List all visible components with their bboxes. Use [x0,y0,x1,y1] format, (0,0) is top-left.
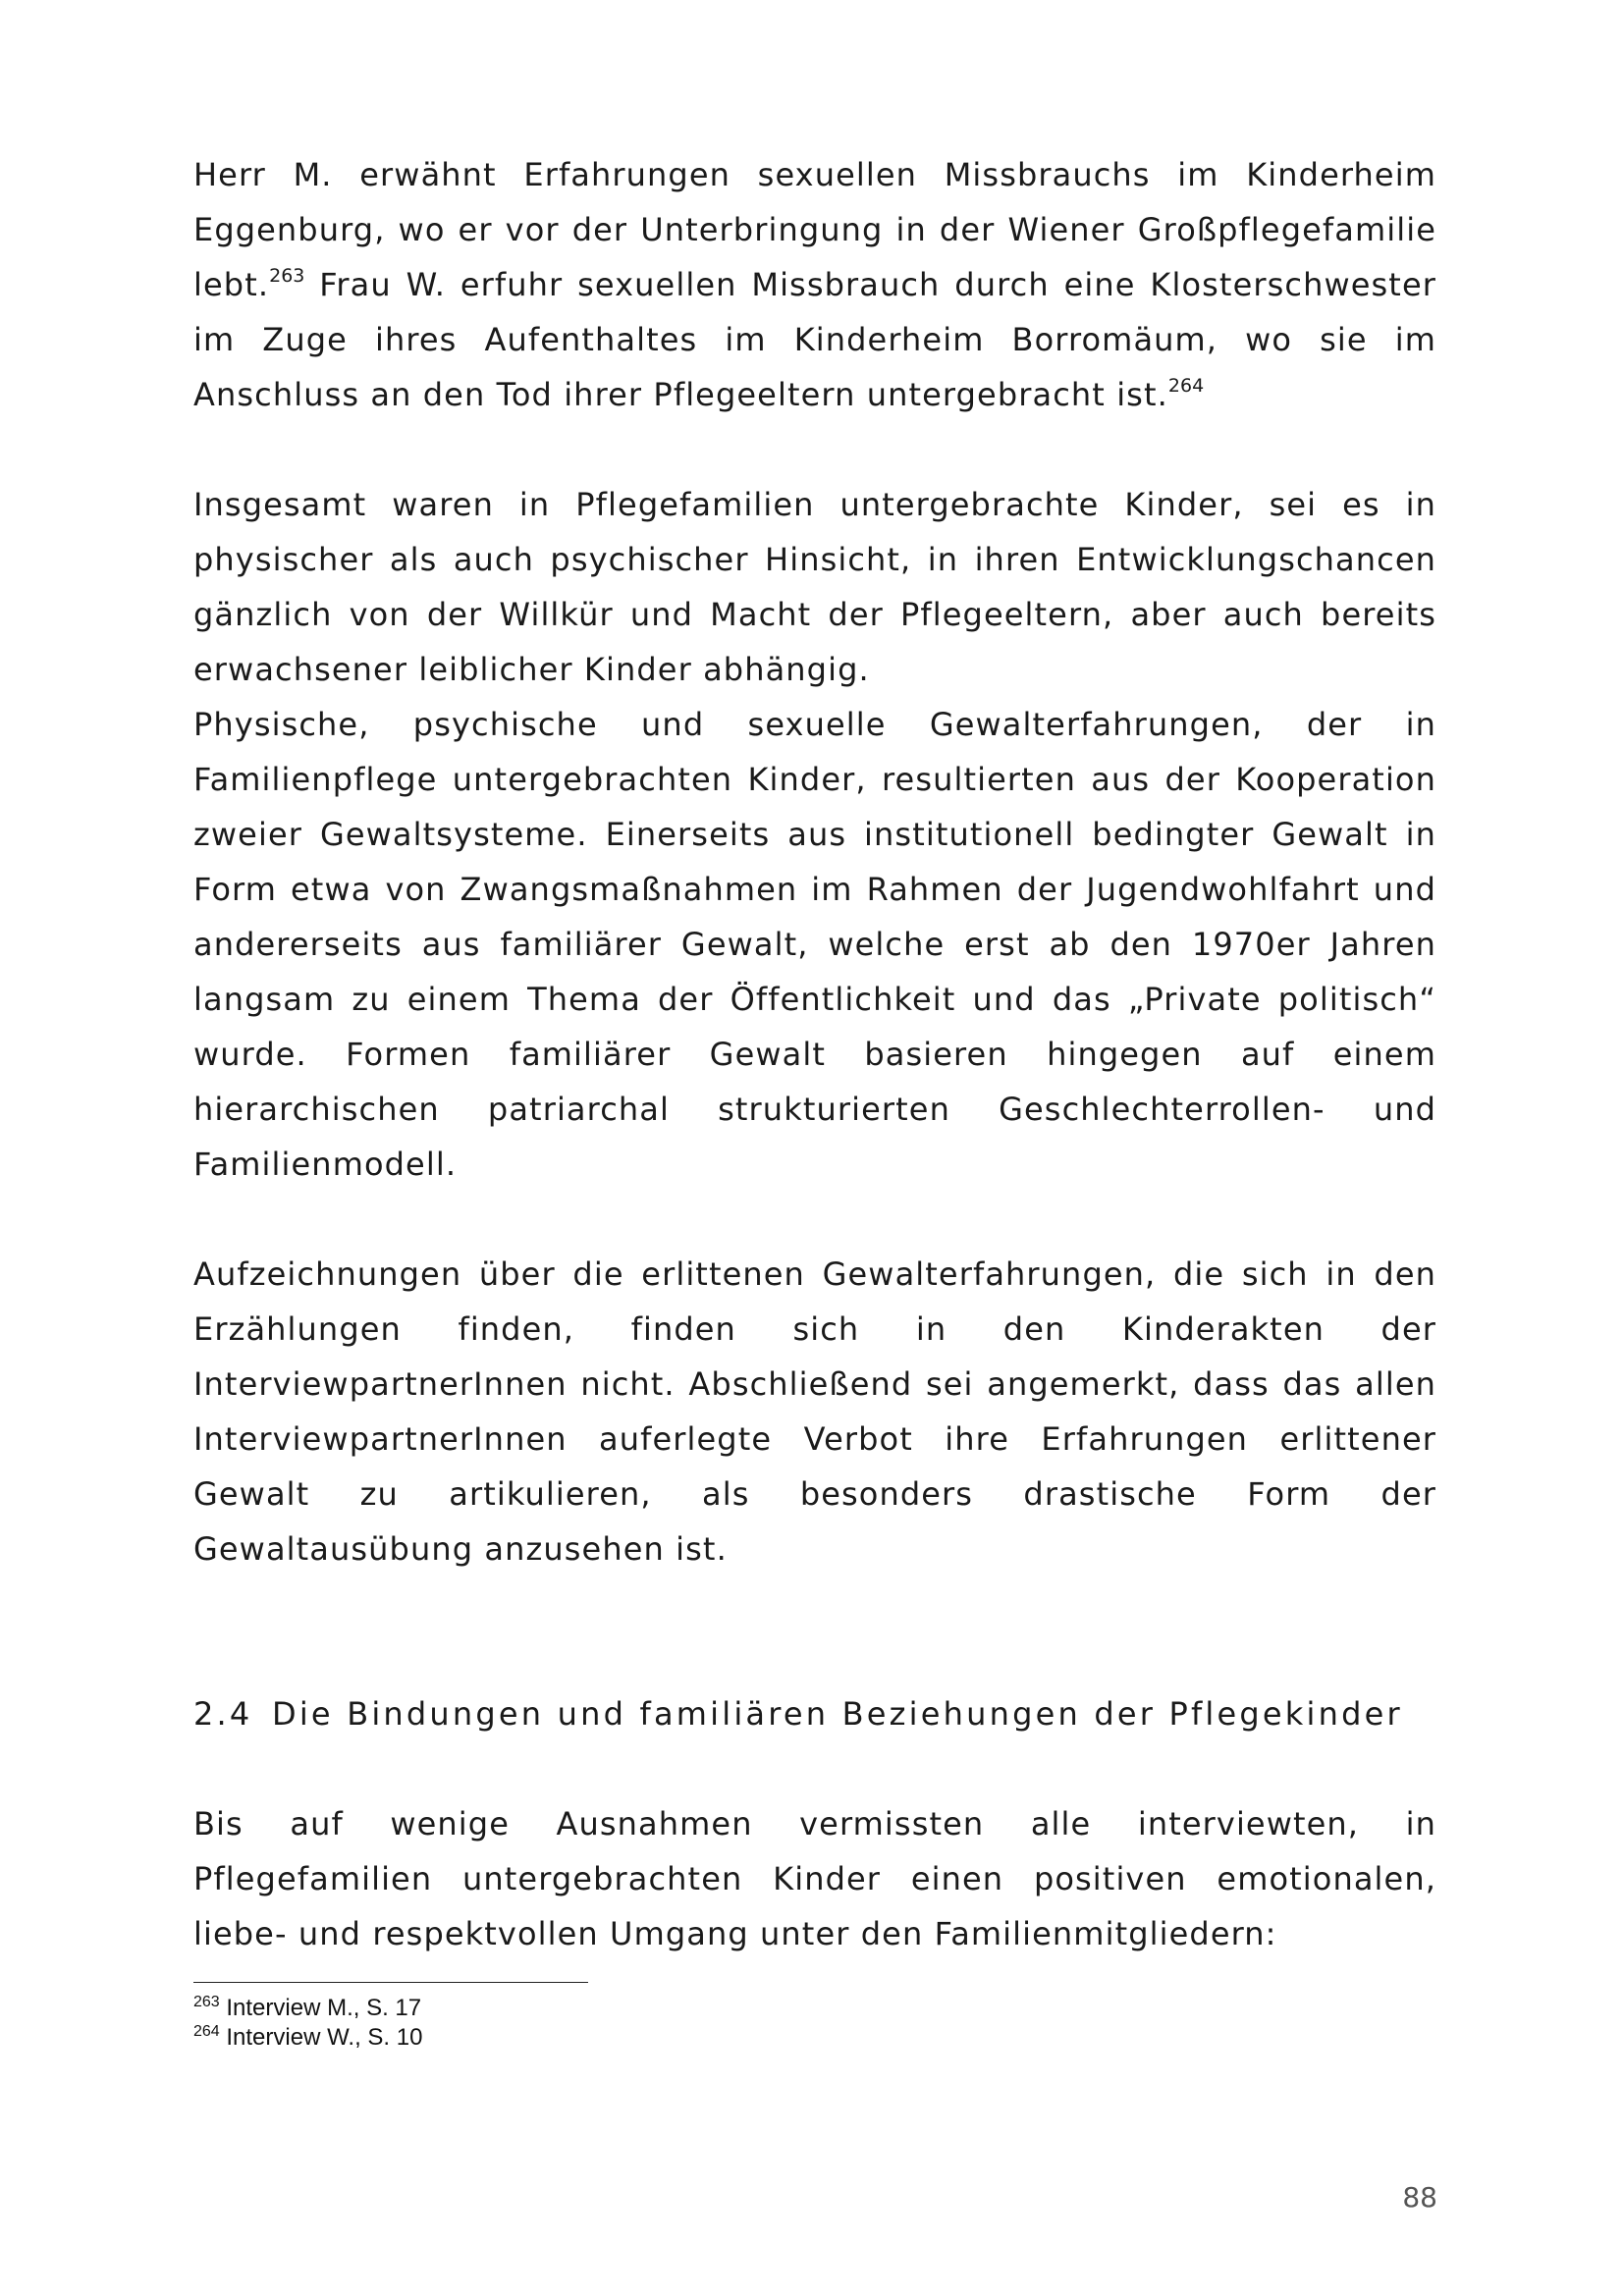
footnote-text: Interview M., S. 17 [219,1995,422,2021]
paragraph-5: Bis auf wenige Ausnahmen vermissten alle interviewten, in Pflegefamilien untergebrachten Kinder einen positiven emotionalen, liebe- und respektvollen Umgang unter den Familienmitgliedern: [193,1805,1436,1952]
paragraph-1-part-b: Frau W. erfuhr sexuellen Missbrauch durch eine Klosterschwester im Zuge ihres Aufenthaltes im Kinderheim Borromäum, wo sie im Anschluss an den Tod ihrer Pflegeeltern untergebracht ist. [193,266,1436,413]
paragraph-2: Insgesamt waren in Pflegefamilien untergebrachte Kinder, sei es in physischer als auch psychischer Hinsicht, in ihren Entwicklungschancen gänzlich von der Willkür und Macht der Pflegeeltern, aber auch bereits erwachsener leiblicher Kinder abhängig. [193,486,1436,688]
section-number: 2.4 [193,1695,253,1733]
footnote-ref-263: 263 [269,265,305,288]
paragraph-1-part-a: Herr M. erwähnt Erfahrungen sexuellen Missbrauchs im Kinderheim Eggenburg, wo er vor der Unterbringung in der Wiener Großpflegefamilie lebt. [193,156,1436,303]
body-text [193,147,1436,1961]
page-number: 88 [1402,2181,1437,2214]
footnote-263 [193,1994,422,2023]
footnote-ref-264: 264 [1167,375,1205,398]
paragraph-4: Aufzeichnungen über die erlittenen Gewalterfahrungen, die sich in den Erzählungen finden, finden sich in den Kinderakten der InterviewpartnerInnen nicht. Abschließend sei angemerkt, dass das allen InterviewpartnerInnen auferlegte Verbot ihre Erfahrungen erlittener Gewalt zu artikulieren, als besonders drastische Form der Gewaltausübung anzusehen ist. [193,1255,1436,1568]
footnote-number: 263 [193,1994,220,2010]
footnote-divider [193,1982,588,1983]
paragraph-1 [193,147,1436,422]
footnote-text: Interview W., S. 10 [219,2024,423,2051]
paragraph-3: Physische, psychische und sexuelle Gewalterfahrungen, der in Familienpflege untergebrachten Kinder, resultierten aus der Kooperation zweier Gewaltsysteme. Einerseits aus institutionell bedingter Gewalt in Form etwa von Zwangsmaßnahmen im Rahmen der Jugendwohlfahrt und andererseits aus familiärer Gewalt, welche erst ab den 1970er Jahren langsam zu einem Thema der Öffentlichkeit und das „Private politisch“ wurde. Formen familiärer Gewalt basieren hingegen auf einem hierarchischen patriarchal strukturierten Geschlechterrollen- und Familienmodell. [193,706,1436,1183]
section-title: Die Bindungen und familiären Beziehungen der Pflegekinder [272,1695,1403,1733]
footnote-number: 264 [193,2023,220,2040]
footnotes [193,1994,422,2053]
section-heading [193,1686,1436,1741]
footnote-264 [193,2023,422,2053]
